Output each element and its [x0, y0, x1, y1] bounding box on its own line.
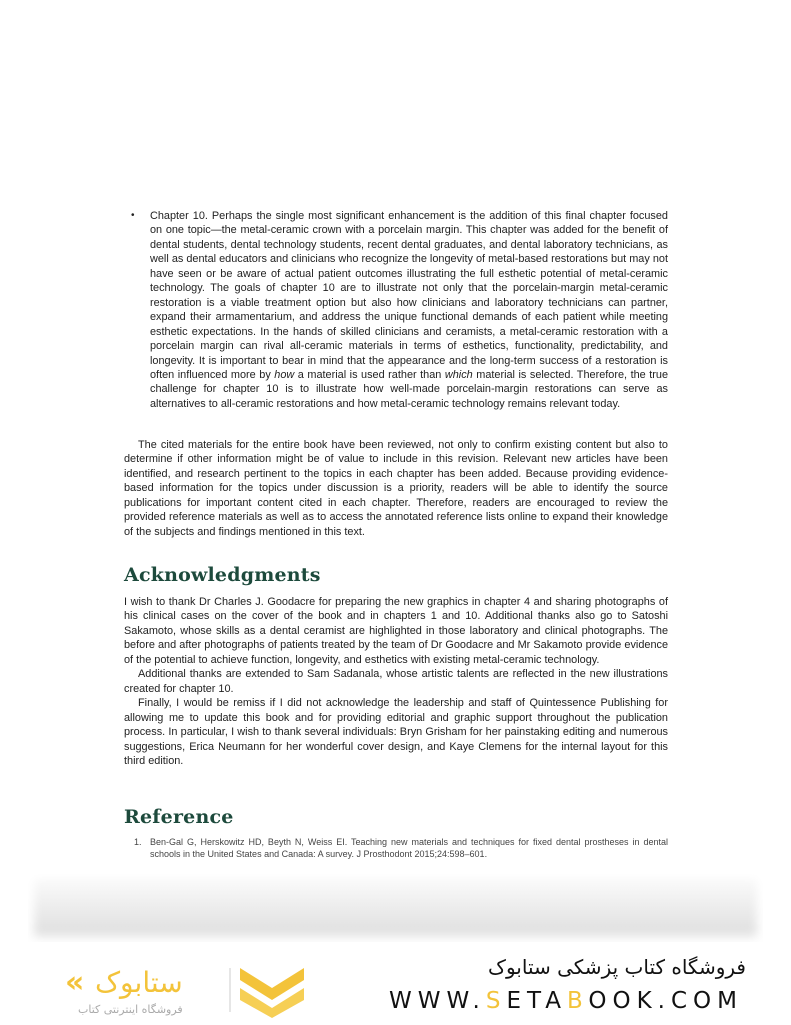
- bullet-text: material is selected. Therefore, the true challenge for chapter 10 is to illustrate how well-made porcelain-margin restorations can serve as alternatives to all-ceramic restorations and how metal-ceramic technology remains relevant today.: [150, 368, 669, 410]
- italic-how: how: [274, 368, 295, 381]
- bullet-text: a material is used rather than: [294, 368, 445, 381]
- ack-paragraph: I wish to thank Dr Charles J. Goodacre for preparing the new graphics in chapter 4 and sharing photographs of his clinical cases on the cover of the book and in chapters 1 and 10. Additional thanks also go to Satoshi Sakamoto, whose skills as a dental ceramist are highlighted in those laboratory and clinical photographs. The before and after photographs of patients treated by the team of Dr Goodacre and Mr Sakamoto provide evidence of the potential to achieve function, longevity, and esthetics with existing metal-ceramic technology.: [124, 596, 668, 666]
- url-part: WWW.: [388, 988, 486, 1014]
- ack-paragraph: Additional thanks are extended to Sam Sadanala, whose artistic talents are reflected in the new illustrations created for chapter 10.: [124, 668, 668, 695]
- ack-paragraph: Finally, I would be remiss if I did not acknowledge the leadership and staff of Quintessence Publishing for allowing me to update this book and for providing editorial and graphic support throughout the publication process. In particular, I wish to thank several individuals: Bryn Grisham for her painstaking editing and numerous suggestions, Erica Neumann for her wonderful cover design, and Kaye Clemens for the internal layout for this third edition.: [124, 697, 668, 767]
- store-url[interactable]: [389, 988, 743, 1014]
- svg-text:«: «: [65, 965, 85, 1000]
- bullet-text: Chapter 10. Perhaps the single most significant enhancement is the addition of this final chapter focused on one topic—the metal-ceramic crown with a porcelain margin. This chapter was added for the benefit of dental students, dental technology students, recent dental graduates, and dental laboratory technicians, as well as dental educators and clinicians who recognize the longevity of metal-based restorations but may not have seen or be aware of actual patient outcomes illustrating the full esthetic potential of metal-ceramic technology. The goals of chapter 10 are to illustrate not only that the porcelain-margin metal-ceramic restoration is a viable treatment option but also how clinicians and laboratory technicians can partner, expand their armamentarium, and address the unique functional demands of each patient while meeting esthetic expectations. In the hands of skilled clinicians and ceramists, a metal-ceramic restoration with a porcelain margin can rival all-ceramic materials in terms of esthetics, functionality, predictability, and longevity. It is important to bear in mind that the appearance and the long-term success of a restoration is often influenced more by: [150, 210, 668, 381]
- store-name: فروشگاه کتاب پزشکی ستابوک: [488, 955, 746, 979]
- acknowledgments-body: [124, 595, 668, 768]
- reference-text: Ben-Gal G, Herskowitz HD, Beyth N, Weiss EI. Teaching new materials and techniques for fixed dental prostheses in dental schools in the United States and Canada: A survey. J Prosthodont 2015;24:598–601.: [150, 837, 668, 859]
- url-part: B: [567, 988, 589, 1014]
- italic-which: which: [444, 368, 473, 381]
- url-part: OOK.COM: [588, 988, 743, 1014]
- cited-materials-paragraph: The cited materials for the entire book have been reviewed, not only to confirm existing content but also to determine if other information might be of value to include in this revision. Relevant new articles have been identified, and research pertinent to the topics in each chapter has been added. Because providing evidence-based information for the topics under discussion is a priority, readers will be able to identify the source publications for important content cited in each chapter. Therefore, readers are encouraged to review the provided reference materials as well as to access the annotated reference lists online to expand their knowledge of the subjects and findings mentioned in this text.: [124, 439, 668, 538]
- watermark-band: [28, 870, 763, 942]
- reference-heading: Reference: [124, 806, 234, 828]
- logo-subtitle: فروشگاه اینترنتی کتاب: [78, 1003, 183, 1016]
- bullet-marker: •: [131, 210, 135, 221]
- acknowledgments-heading: Acknowledgments: [124, 564, 321, 586]
- chapter-10-bullet: [131, 209, 669, 411]
- reference-number: 1.: [134, 837, 142, 847]
- url-part: S: [485, 988, 507, 1014]
- url-part: ETA: [506, 988, 568, 1014]
- reference-item: [134, 836, 668, 860]
- logo-wordmark: ستابوک: [95, 966, 183, 999]
